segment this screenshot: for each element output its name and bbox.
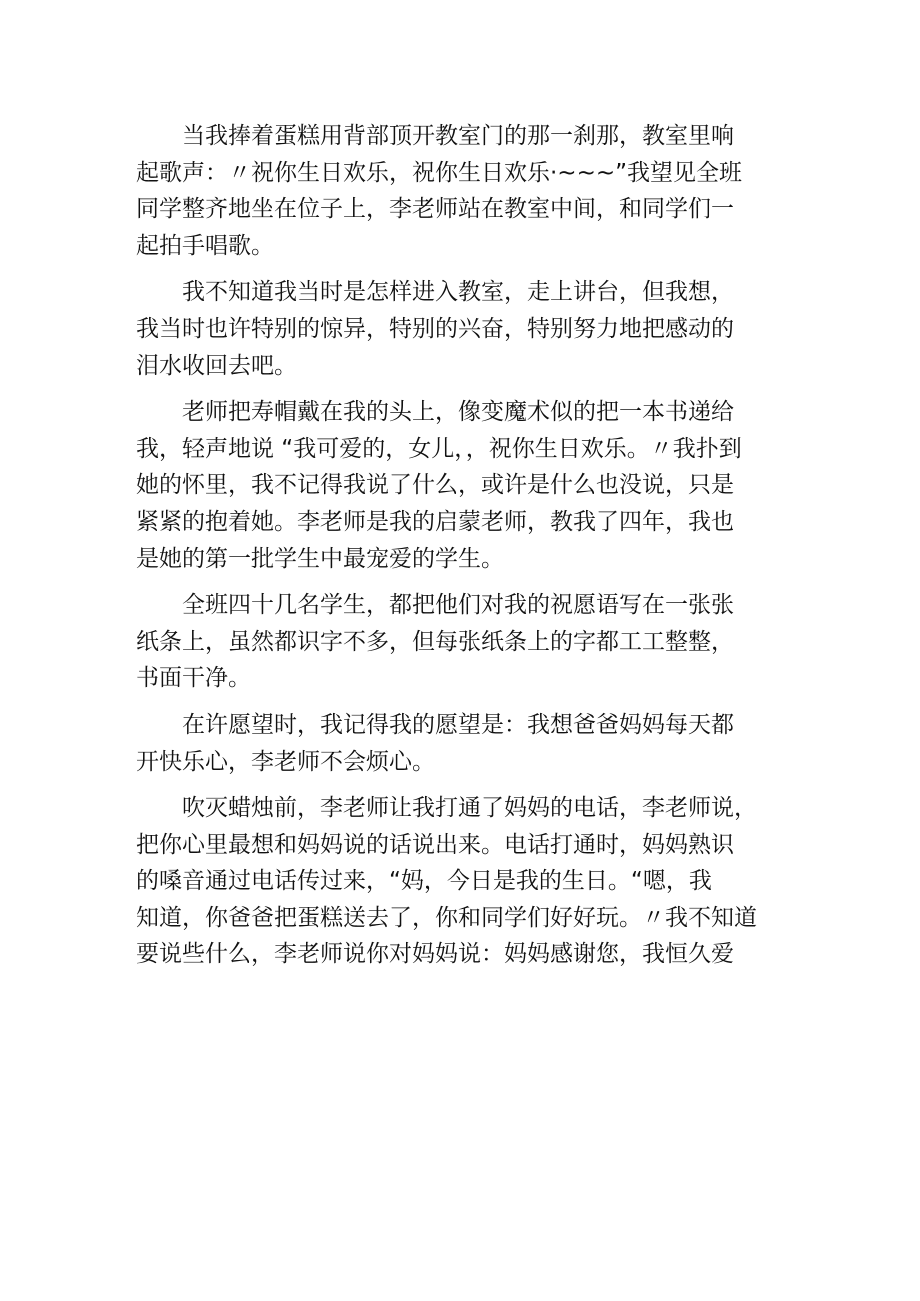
text-line: 全班四十几名学生，都把他们对我的祝愿语写在一张张	[182, 592, 734, 619]
text-line: 同学整齐地坐在位子上，李老师站在教室中间，和同学们一	[136, 196, 734, 223]
text-line: 知道，你爸爸把蛋糕送去了，你和同学们好好玩。〃我不知道	[136, 904, 757, 931]
text-line: 开快乐心，李老师不会烦心。	[136, 748, 435, 775]
text-line: 把你心里最想和妈妈说的话说出来。电话打通时，妈妈熟识	[136, 831, 734, 858]
text-line: 纸条上，虽然都识字不多，但每张纸条上的字都工工整整，	[136, 628, 734, 655]
text-line: 是她的第一批学生中最宠爱的学生。	[136, 545, 504, 572]
paragraph-1	[136, 118, 796, 264]
text-line: 我当时也许特别的惊异，特别的兴奋，特别努力地把感动的	[136, 315, 734, 342]
document-body	[136, 118, 796, 983]
paragraph-5	[136, 707, 796, 780]
text-line: 紧紧的抱着她。李老师是我的启蒙老师，教我了四年，我也	[136, 508, 734, 535]
text-line: 她的怀里，我不记得我说了什么，或许是什么也没说，只是	[136, 472, 734, 499]
text-line: 老师把寿帽戴在我的头上，像变魔术似的把一本书递给	[182, 399, 734, 426]
paragraph-6	[136, 790, 796, 973]
text-line: 起拍手唱歌。	[136, 232, 274, 259]
paragraph-2	[136, 274, 796, 384]
text-line: 书面干净。	[136, 665, 251, 692]
text-line: 当我捧着蛋糕用背部顶开教室门的那一刹那，教室里响	[182, 123, 734, 149]
text-line: 我不知道我当时是怎样进入教室，走上讲台，但我想，	[182, 279, 734, 306]
text-line: 在许愿望时，我记得我的愿望是：我想爸爸妈妈每天都	[182, 711, 734, 738]
text-line: 吹灭蜡烛前，李老师让我打通了妈妈的电话，李老师说，	[182, 795, 757, 822]
text-line: 泪水收回去吧。	[136, 352, 297, 379]
paragraph-3	[136, 394, 796, 577]
text-line: 起歌声：〃祝你生日欢乐，祝你生日欢乐·~~~”我望见全班	[136, 159, 743, 186]
text-line: 要说些什么，李老师说你对妈妈说：妈妈感谢您，我恒久爱	[136, 941, 734, 968]
text-line: 我，轻声地说 “我可爱的，女儿，，祝你生日欢乐。〃我扑到	[136, 435, 742, 462]
paragraph-4	[136, 587, 796, 697]
text-line: 的嗓音通过电话传过来，“妈，今日是我的生日。“嗯，我	[136, 868, 712, 895]
